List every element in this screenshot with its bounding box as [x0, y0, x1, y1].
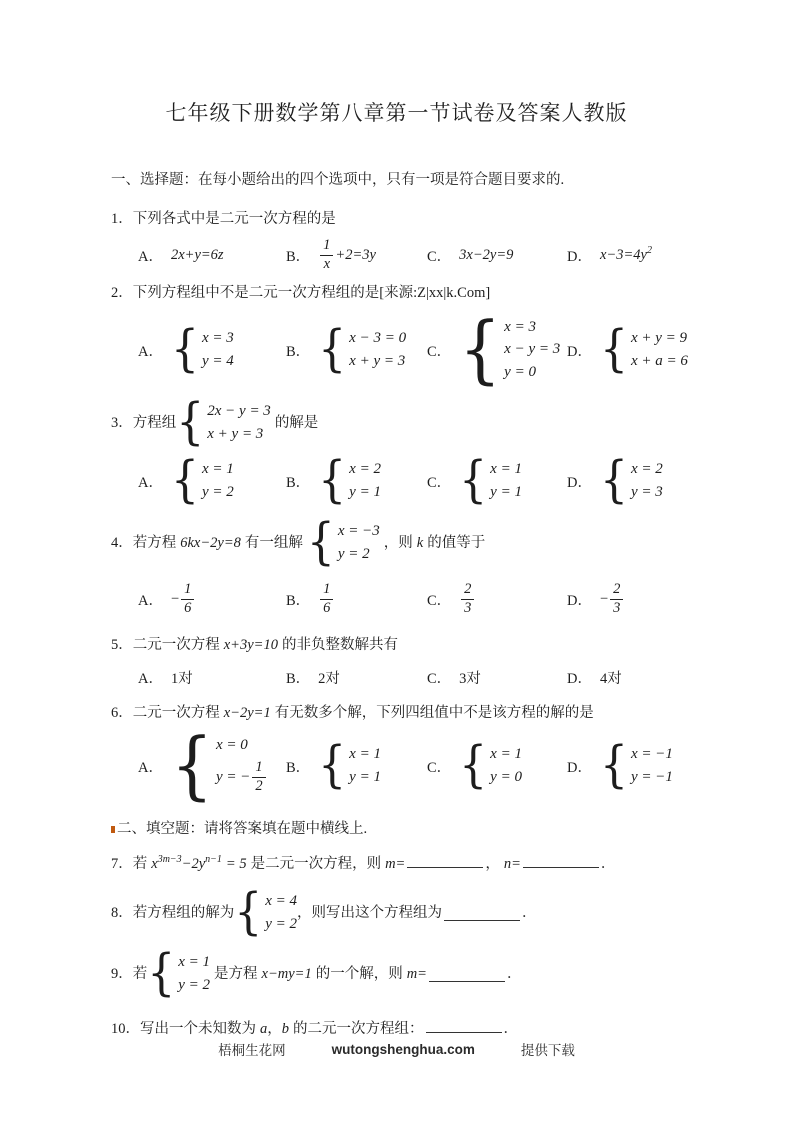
- option-label: D．: [567, 248, 592, 265]
- footer-site-name: 梧桐生花网: [218, 1043, 286, 1058]
- q2-option-d: D． { x + y = 9 x + a = 6: [567, 330, 793, 370]
- q5-option-b: B． 2对: [286, 671, 340, 688]
- question-5-stem: 5．二元一次方程 x+3y=10 的非负整数解共有: [111, 637, 398, 654]
- q6-option-b: B． { x = 1 y = 1: [286, 746, 427, 786]
- q1-option-d: [567, 245, 793, 266]
- question-5-options: [138, 667, 793, 688]
- fraction: $\frac{1}{2}$: [252, 759, 265, 795]
- equation-system: { 2x − y = 3 x + y = 3: [176, 403, 271, 443]
- option-value: 3x−2y=9: [459, 246, 514, 263]
- q3-option-d: D． { x = 2 y = 3: [567, 461, 793, 501]
- q2-option-c: C． { x = 3 x − y = 3 y = 0: [427, 319, 567, 381]
- answer-blank: [523, 853, 599, 868]
- footer-site-url: wutongshenghua.com: [331, 1041, 475, 1057]
- question-9-stem: 9．若 { x = 1 y = 2 是方程 x−my=1 的一个解，则 m= ．: [111, 949, 793, 999]
- q4-option-b: B． $\frac{1}{6}$: [286, 581, 427, 617]
- option-value: +2=3y: [335, 246, 376, 263]
- q4-option-a: A． − $\frac{1}{6}$: [138, 581, 286, 617]
- question-4-stem: 4．若方程 6kx−2y=8 有一组解 { x = −3 y = 2 ，则 k 的值等于: [111, 518, 793, 568]
- question-3-stem: 3．方程组 { 2x − y = 3 x + y = 3 的解是: [111, 399, 793, 447]
- option-label: A．: [138, 248, 163, 265]
- equation-system: { x = 1 y = 1: [459, 461, 522, 501]
- equation-system: { x = 3 y = 4: [171, 330, 234, 370]
- option-label: B．: [286, 248, 311, 265]
- option-label: C．: [427, 248, 452, 265]
- question-3-options: [138, 456, 793, 506]
- section-2-heading: 二、填空题：请将答案填在题中横线上.: [111, 819, 793, 840]
- q6-option-a: A． { x = 0 y = − $\frac{1}{2}$: [138, 737, 286, 795]
- q5-option-c: C． 3对: [427, 671, 481, 688]
- equation-system: { x − 3 = 0 x + y = 3: [318, 330, 406, 370]
- equation-system: { x = 1 y = 2: [171, 461, 234, 501]
- fraction: $\frac{1}{6}$: [320, 581, 333, 617]
- fraction: $\frac{1}{x}$: [320, 237, 333, 273]
- equation-system: { x = 1 y = 0: [459, 746, 522, 786]
- q1-option-a: [138, 245, 286, 266]
- equation-system: { x = 2 y = 3: [600, 461, 663, 501]
- answer-blank: [407, 853, 483, 868]
- equation-system: { x = 1 y = 1: [318, 746, 381, 786]
- answer-blank: [429, 967, 505, 982]
- q5-option-a: A． 1对: [138, 671, 193, 688]
- q3-option-a: A． { x = 1 y = 2: [138, 461, 286, 501]
- equation-system: { x = 1 y = 2: [147, 954, 210, 994]
- question-8-stem: 8．若方程组的解为 { x = 4 y = 2 ，则写出这个方程组为 ．: [111, 889, 793, 937]
- question-6-stem: 6．二元一次方程 x−2y=1 有无数多个解，下列四组值中不是该方程的解的是: [111, 705, 594, 722]
- q2-option-b: B． { x − 3 = 0 x + y = 3: [286, 330, 427, 370]
- equation-system: { x = 0 y = − $\frac{1}{2}$: [171, 737, 268, 795]
- question-4-options: [138, 576, 793, 622]
- equation-system: { x = 4 y = 2: [234, 893, 297, 933]
- equation-system: { x = 3 x − y = 3 y = 0: [459, 319, 560, 381]
- footer-download-text: 提供下载: [520, 1043, 575, 1058]
- fraction: $\frac{2}{3}$: [610, 581, 623, 617]
- q4-option-d: D． − $\frac{2}{3}$: [567, 581, 793, 617]
- question-1-stem: 1．下列各式中是二元一次方程的是: [111, 211, 336, 227]
- question-2-stem: 2．下列方程组中不是二元一次方程组的是[来源:Z|xx|k.Com]: [111, 285, 491, 302]
- equation-system: { x = −3 y = 2: [307, 523, 380, 563]
- question-10-stem: 10．写出一个未知数为 a ， b 的二元一次方程组： ．: [111, 1018, 793, 1040]
- q1-option-c: [427, 245, 567, 266]
- fraction: $\frac{2}{3}$: [461, 581, 474, 617]
- answer-blank: [426, 1018, 502, 1033]
- question-6-options: [138, 728, 793, 804]
- q3-option-c: C． { x = 1 y = 1: [427, 461, 567, 501]
- equation-system: { x + y = 9 x + a = 6: [600, 330, 688, 370]
- q1-option-b: [286, 237, 427, 273]
- question-1-options: [138, 236, 793, 274]
- option-value: 2x+y=6z: [170, 246, 224, 263]
- page-footer: [0, 1039, 793, 1059]
- section-1-heading: 一、选择题：在每小题给出的四个选项中，只有一项是符合题目要求的.: [111, 172, 565, 188]
- q5-option-d: D． 4对: [567, 671, 622, 688]
- question-2-options: [138, 310, 793, 390]
- q6-option-c: C． { x = 1 y = 0: [427, 746, 567, 786]
- page-title: 七年级下册数学第八章第一节试卷及答案人教版: [165, 101, 628, 125]
- q3-option-b: B． { x = 2 y = 1: [286, 461, 427, 501]
- option-value: $x-3=4y^2$: [599, 244, 652, 263]
- question-7-stem: 7．若 $x^{3m-3}$ $-2y^{n-1}$ = 5 是二元一次方程，则 m= ， n= ．: [111, 854, 616, 873]
- answer-blank: [444, 906, 520, 921]
- q6-option-d: D． { x = −1 y = −1: [567, 746, 793, 786]
- q2-option-a: A． { x = 3 y = 4: [138, 330, 286, 370]
- q4-option-c: C． $\frac{2}{3}$: [427, 581, 567, 617]
- scan-artifact-mark: [111, 826, 115, 833]
- fraction: $\frac{1}{6}$: [181, 581, 194, 617]
- equation-system: { x = −1 y = −1: [600, 746, 673, 786]
- equation-system: { x = 2 y = 1: [318, 461, 381, 501]
